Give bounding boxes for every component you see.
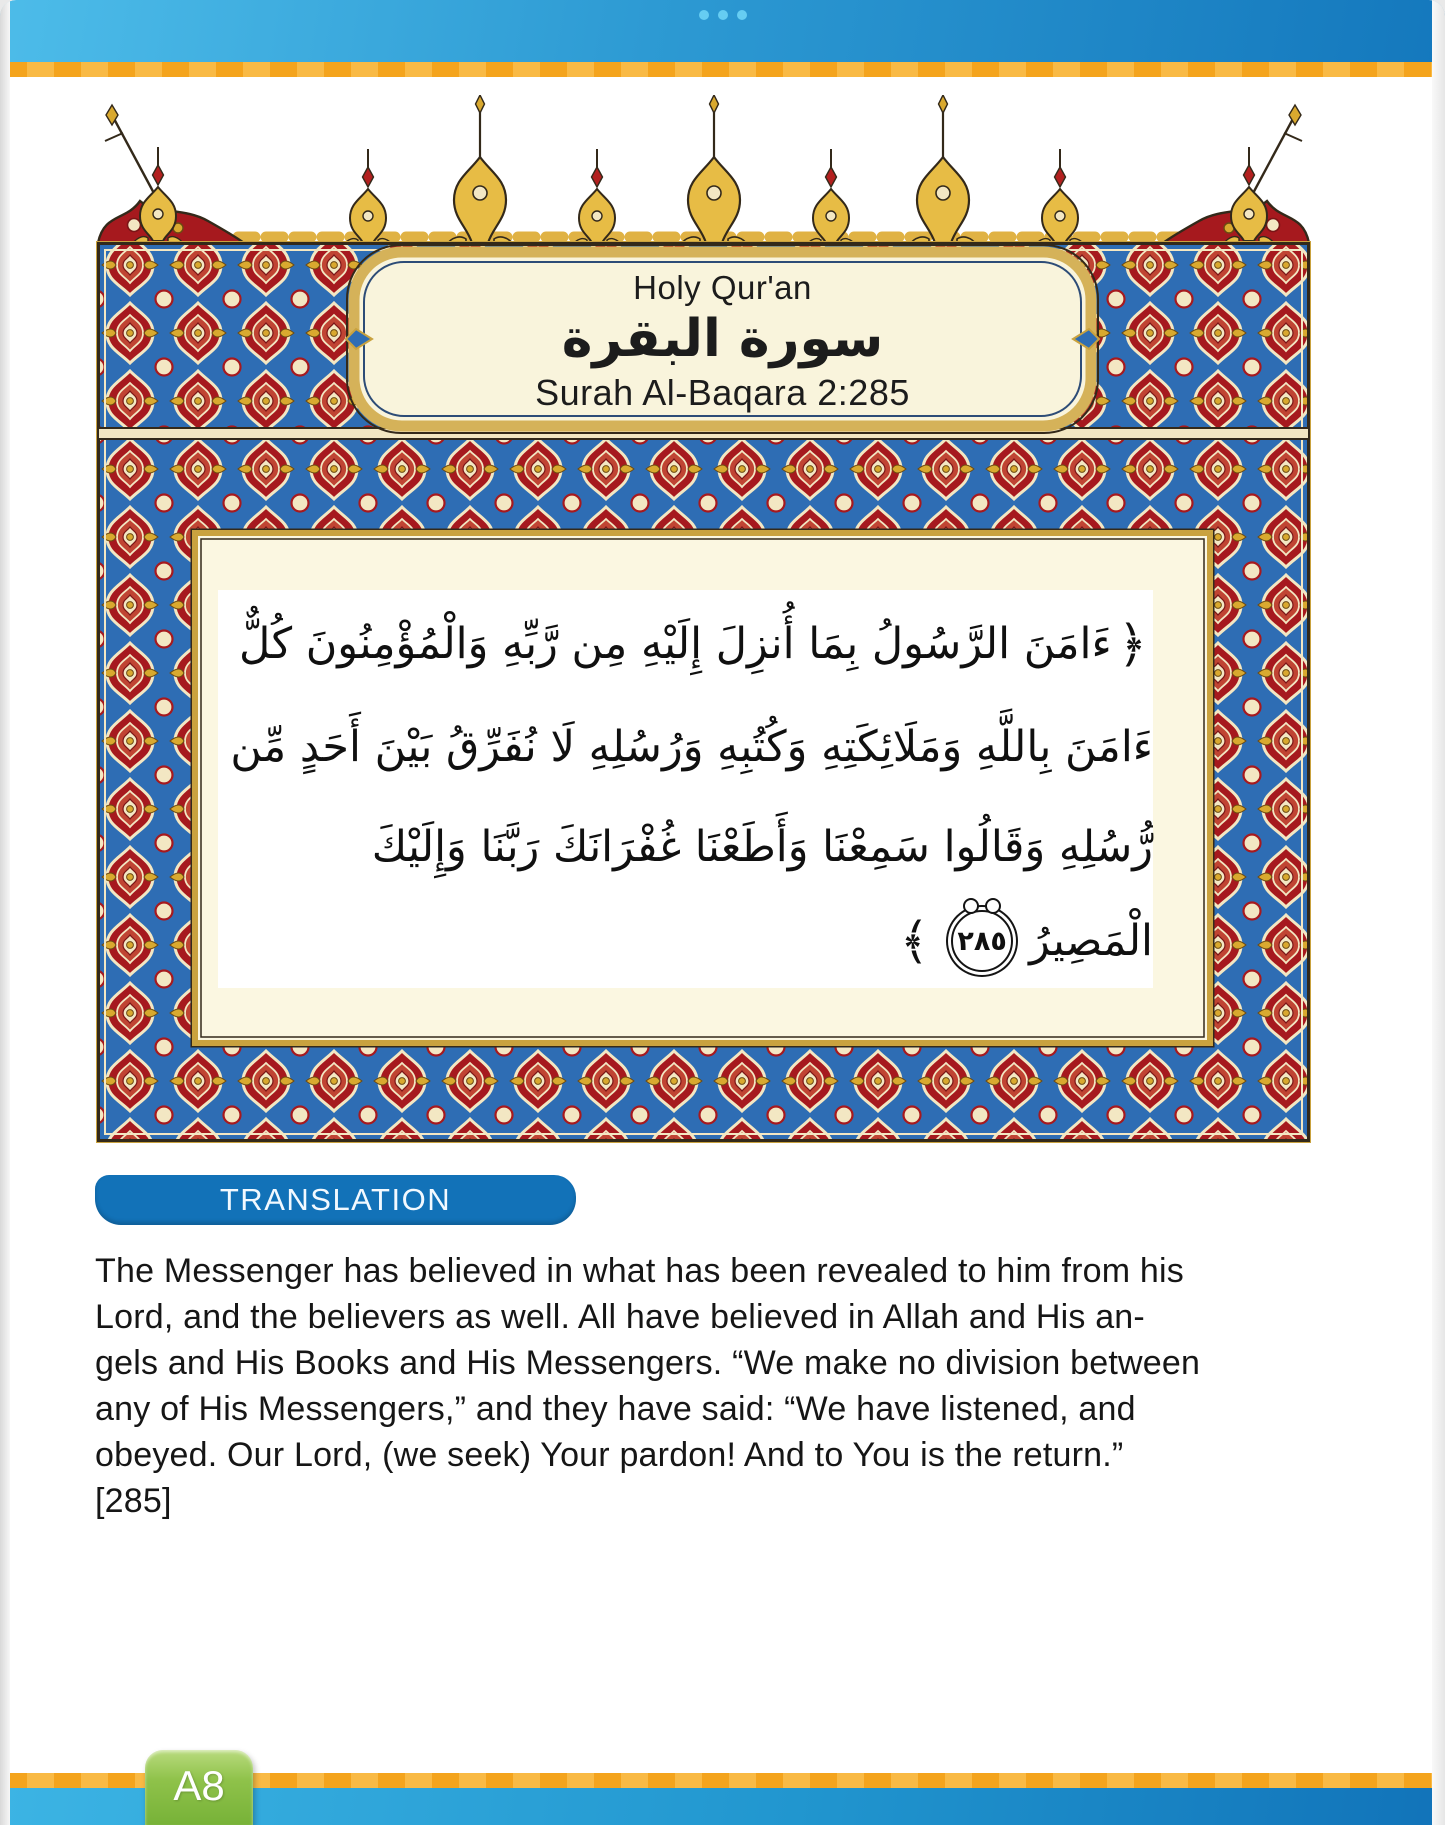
translation-text [95,1248,1375,1524]
verse-line-text: رُّسُلِهِ وَقَالُوا سَمِعْنَا وَأَطَعْنَا غُفْرَانَكَ رَبَّنَا وَإِلَيْكَ [371,822,1153,872]
verse-line-text: ءَامَنَ الرَّسُولُ بِمَا أُنزِلَ إِلَيْهِ مِن رَّبِّهِ وَالْمُؤْمِنُونَ كُلٌّ [239,619,1112,669]
translation-line: The Messenger has believed in what has been revealed to him from his [95,1252,1184,1290]
top-app-bar [0,0,1445,62]
translation-line: gels and His Books and His Messengers. “We make no division between [95,1344,1201,1382]
translation-line: Lord, and the believers as well. All have believed in Allah and His an- [95,1298,1145,1336]
menu-dots-icon[interactable] [699,10,747,20]
page-edge-right [1432,0,1445,1825]
page-title: Holy Qur'an [633,268,812,306]
translation-heading: TRANSLATION [219,1182,452,1217]
page-edge-left [0,0,10,1825]
ayah-number-medallion [951,910,1013,972]
decorative-strip-top [0,62,1445,77]
translation-line: any of His Messengers,” and they have said: “We have listened, and [95,1390,1136,1428]
surah-title-arabic: سورة البقرة [561,308,884,369]
translation-heading-badge [95,1175,576,1225]
verse-line [218,896,1153,986]
page-number-tab[interactable] [145,1750,253,1825]
surah-reference: Surah Al-Baqara 2:285 [535,371,910,413]
verse-line [218,696,1153,798]
verse-line [218,798,1153,896]
ayah-number: ٢٨٥ [957,925,1007,957]
frame-crown-ornaments [98,95,1309,245]
verse-line-text: ءَامَنَ بِاللَّهِ وَمَلَائِكَتِهِ وَكُتُبِهِ وَرُسُلِهِ لَا نُفَرِّقُ بَيْنَ أَحَدٍ مِّن [230,722,1153,772]
header-cartouche [365,254,1080,428]
translation-line: [285] [95,1482,172,1520]
translation-line: obeyed. Our Lord, (we seek) Your pardon! And to You is the return.” [95,1436,1124,1474]
verse-opening-ornament-icon: ﴿ [1117,615,1147,673]
verse-line [218,592,1153,696]
verse-text-block [218,592,1153,990]
page-number-label: A8 [173,1762,225,1809]
verse-line-text: الْمَصِيرُ [1029,916,1153,966]
verse-closing-ornament-icon: ﴾ [899,912,930,970]
